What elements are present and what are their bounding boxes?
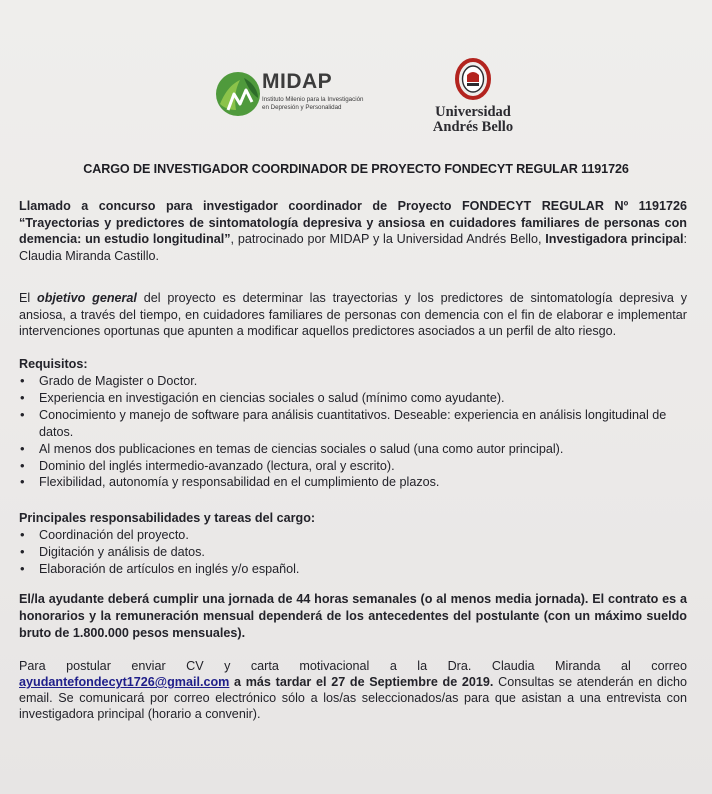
unab-logo <box>432 58 514 138</box>
list-item: • Digitación y análisis de datos. <box>19 544 687 561</box>
apply-word: Claudia <box>491 659 535 673</box>
apply-deadline: a más tardar el 27 de Septiembre de 2019. <box>229 675 494 689</box>
objective-emphasis: objetivo general <box>37 291 137 305</box>
apply-word: carta <box>250 659 279 673</box>
contact-email-link[interactable]: ayudantefondecyt1726@gmail.com <box>19 675 230 689</box>
apply-word: la <box>417 659 428 673</box>
investigator-name: : Claudia Miranda Castillo. <box>19 232 687 263</box>
midap-logo <box>214 68 404 124</box>
apply-word: al <box>621 659 631 673</box>
midap-leaf-icon <box>214 70 262 118</box>
list-item: • Conocimiento y manejo de software para análisis cuantitativos. Deseable: experiencia en análisis longitudinal de datos. <box>19 407 687 441</box>
unab-name-line1: Universidad <box>435 104 511 120</box>
conditions-paragraph: El/la ayudante deberá cumplir una jornada de 44 horas semanales (o al menos media jornada). El contrato es a honorarios y la remuneración mensual dependerá de los antecedentes del postulante (con un máximo sueldo bruto de 1.800.000 pesos mensuales). <box>19 592 687 640</box>
apply-word: a <box>389 659 397 673</box>
page-title: CARGO DE INVESTIGADOR COORDINADOR DE PROYECTO FONDECYT REGULAR 1191726 <box>83 162 629 176</box>
objective-text: del proyecto es determinar las trayectorias y los predictores de sintomatología depresiva y ansiosa, a través del tiempo, en cuidadores familiares de personas con demencia con el fin de elaborar e implementar intervenciones oportunas que apunten a modificar aquellos predictores asociados a un perfil de alto riesgo. <box>19 291 687 338</box>
midap-subtitle-line1: Instituto Milenio para la Investigación <box>262 96 364 103</box>
unab-seal-icon <box>454 58 492 102</box>
list-item: • Grado de Magister o Doctor. <box>19 373 687 390</box>
unab-name-line2: Andrés Bello <box>432 119 514 135</box>
apply-word: Para <box>19 659 46 673</box>
apply-word: y <box>224 659 231 673</box>
midap-subtitle-line2: en Depresión y Personalidad <box>262 104 342 111</box>
apply-rest: Consultas se atenderán en dicho email. Se comunicará por correo electrónico sólo a los/as seleccionados/as para que asistan a una entrevista con investigadora principal (horario a convenir). <box>19 675 687 721</box>
intro-sponsor: , patrocinado por MIDAP y la Universidad Andrés Bello, <box>230 232 546 246</box>
requirements-title: Requisitos: <box>19 357 88 371</box>
apply-word: enviar <box>131 659 166 673</box>
intro-lead: Llamado a concurso para investigador coordinador de Proyecto FONDECYT REGULAR Nº 1191726 “Trayectorias y predictores de sintomatología depresiva y ansiosa en cuidadores familiares de personas con demencia: un estudio longitudinal” <box>19 199 687 246</box>
requirements-list <box>19 373 687 491</box>
list-item: • Dominio del inglés intermedio-avanzado (lectura, oral y escrito). <box>19 458 687 475</box>
investigator-label: Investigadora principal <box>545 232 684 246</box>
apply-word: postular <box>66 659 111 673</box>
midap-name: MIDAP <box>262 70 333 93</box>
responsibilities-title: Principales responsabilidades y tareas del cargo: <box>19 511 316 525</box>
list-item: • Experiencia en investigación en ciencias sociales o salud (mínimo como ayudante). <box>19 390 687 407</box>
apply-word: motivacional <box>299 659 370 673</box>
list-item: • Al menos dos publicaciones en temas de ciencias sociales o salud (una como autor principal). <box>19 441 687 458</box>
list-item: • Flexibilidad, autonomía y responsabilidad en el cumplimiento de plazos. <box>19 474 687 491</box>
apply-word: CV <box>186 659 204 673</box>
list-item: • Elaboración de artículos en inglés y/o español. <box>19 561 687 578</box>
apply-word: correo <box>651 659 687 673</box>
list-item: • Coordinación del proyecto. <box>19 527 687 544</box>
apply-paragraph <box>19 658 687 722</box>
apply-word: Miranda <box>555 659 601 673</box>
responsibilities-list <box>19 527 687 578</box>
objective-prefix: El <box>19 291 38 305</box>
apply-word: Dra. <box>447 659 472 673</box>
objective-paragraph <box>19 290 687 340</box>
apply-first-line <box>19 658 687 674</box>
intro-paragraph <box>19 198 687 264</box>
